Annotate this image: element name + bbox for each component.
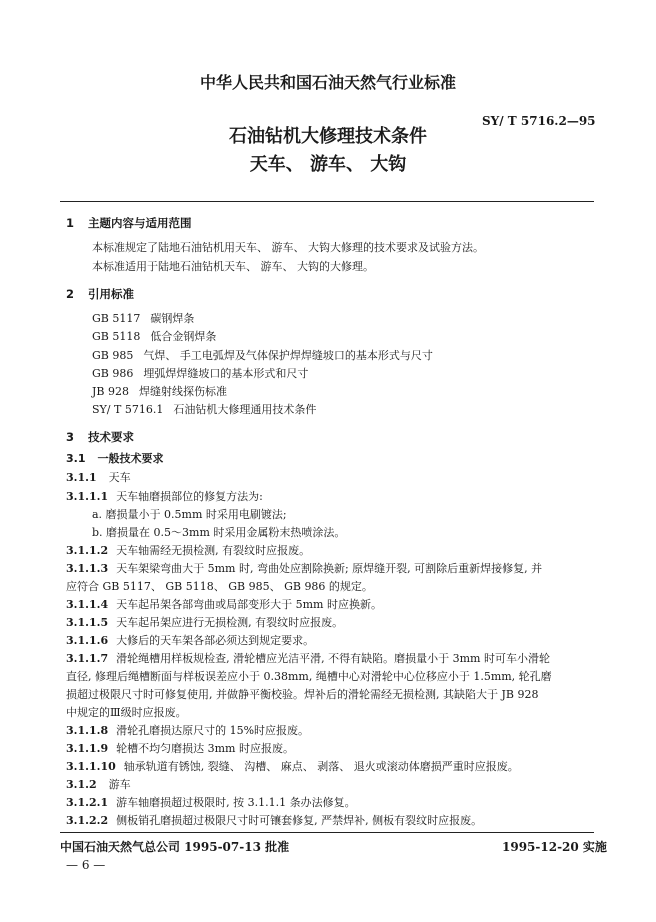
reference-code: GB 5118 xyxy=(92,330,141,343)
reference-code: SY/ T 5716.1 xyxy=(92,403,164,416)
clause-3-1-1-2 xyxy=(66,544,310,558)
footer-divider xyxy=(60,832,594,833)
clause-number: 3.1.1.5 xyxy=(66,616,109,629)
reference-item xyxy=(92,367,308,381)
clause-3-1-heading xyxy=(66,452,164,466)
section-1-title: 主题内容与适用范围 xyxy=(88,216,192,230)
clause-number: 3.1.1.2 xyxy=(66,544,109,557)
clause-text: 轮槽不均匀磨损达 3mm 时应报废。 xyxy=(116,742,294,755)
clause-number: 3.1.1.8 xyxy=(66,724,109,737)
clause-number: 3.1.2 xyxy=(66,778,97,791)
clause-number: 3.1.1.1 xyxy=(66,490,109,503)
clause-3-1-1-7-line-4: 中规定的Ⅲ级时应报废。 xyxy=(66,706,187,719)
clause-number: 3.1.1.7 xyxy=(66,652,109,665)
section-2-heading xyxy=(66,286,134,302)
document-title: 石油钻机大修理技术条件 xyxy=(229,126,427,147)
clause-3-1-1-7 xyxy=(66,652,550,666)
standard-code: SY/ T 5716.2—95 xyxy=(482,114,596,128)
clause-3-1-1-10 xyxy=(66,760,519,774)
document-subtitle: 天车、 游车、 大钩 xyxy=(249,154,407,175)
section-2-title: 引用标准 xyxy=(88,287,135,301)
clause-number: 3.1.1 xyxy=(66,471,97,484)
clause-number: 3.1.2.2 xyxy=(66,814,109,827)
clause-3-1-2-heading xyxy=(66,778,131,792)
clause-text: 轴承轨道有锈蚀, 裂缝、 沟槽、 麻点、 剥落、 退火或滚动体磨损严重时应报废。 xyxy=(123,760,519,773)
reference-item xyxy=(92,330,216,344)
clause-number: 3.1.1.4 xyxy=(66,598,109,611)
implementation-date: 1995-12-20 实施 xyxy=(502,840,607,854)
section-1-heading xyxy=(66,215,192,231)
reference-title: 埋弧焊焊缝坡口的基本形式和尺寸 xyxy=(143,367,309,380)
clause-number: 3.1.1.3 xyxy=(66,562,109,575)
reference-item xyxy=(92,312,194,326)
clause-3-1-2-2 xyxy=(66,814,482,828)
reference-code: GB 986 xyxy=(92,367,134,380)
clause-3-1-1-8 xyxy=(66,724,309,738)
clause-text: 天车轴需经无损检测, 有裂纹时应报废。 xyxy=(116,544,311,557)
clause-title: 一般技术要求 xyxy=(97,452,164,465)
clause-3-1-2-1 xyxy=(66,796,356,810)
clause-title: 游车 xyxy=(108,778,131,791)
section-1-number: 1 xyxy=(66,216,75,230)
clause-3-1-1-7-line-3: 损超过极限尺寸时可修复使用, 并做静平衡校验。焊补后的滑轮需经无损检测, 其缺陷大于 JB 928 xyxy=(66,688,539,701)
clause-text: 侧板销孔磨损超过极限尺寸时可镶套修复, 严禁焊补, 侧板有裂纹时应报废。 xyxy=(116,814,483,827)
clause-3-1-1-heading xyxy=(66,471,131,485)
clause-3-1-1-7-line-2: 直径, 修理后绳槽断面与样板误差应小于 0.38mm, 绳槽中心对滑轮中心位移应小于 1.5mm, 轮孔磨 xyxy=(66,670,552,683)
clause-text: 天车起吊架各部弯曲或局部变形大于 5mm 时应换新。 xyxy=(116,598,382,611)
clause-3-1-1-1-item-a: a. 磨损量小于 0.5mm 时采用电刷镀法; xyxy=(92,508,287,521)
clause-number: 3.1.1.9 xyxy=(66,742,109,755)
clause-3-1-1-6 xyxy=(66,634,314,648)
approval-date: 中国石油天然气总公司 1995-07-13 批准 xyxy=(60,840,290,854)
clause-3-1-1-3 xyxy=(66,562,542,576)
clause-3-1-1-1 xyxy=(66,490,263,504)
reference-title: 石油钻机大修理通用技术条件 xyxy=(173,403,317,416)
section-1-paragraph-2: 本标准适用于陆地石油钻机天车、 游车、 大钩的大修理。 xyxy=(92,260,374,273)
reference-title: 焊缝射线探伤标准 xyxy=(139,385,227,398)
clause-text: 天车轴磨损部位的修复方法为: xyxy=(116,490,263,503)
clause-number: 3.1 xyxy=(66,452,86,465)
clause-number: 3.1.1.10 xyxy=(66,760,116,773)
section-2-number: 2 xyxy=(66,287,75,301)
clause-text: 大修后的天车架各部必须达到规定要求。 xyxy=(116,634,315,647)
clause-3-1-1-4 xyxy=(66,598,382,612)
clause-text: 天车架梁弯曲大于 5mm 时, 弯曲处应割除换新; 原焊缝开裂, 可割除后重新焊接修复, 并 xyxy=(116,562,543,575)
reference-title: 低合金钢焊条 xyxy=(150,330,217,343)
header-divider xyxy=(60,201,594,202)
clause-3-1-1-5 xyxy=(66,616,343,630)
clause-number: 3.1.1.6 xyxy=(66,634,109,647)
reference-item xyxy=(92,385,227,399)
reference-title: 碳钢焊条 xyxy=(150,312,195,325)
section-3-title: 技术要求 xyxy=(88,430,135,444)
reference-code: GB 5117 xyxy=(92,312,141,325)
org-title: 中华人民共和国石油天然气行业标准 xyxy=(199,73,456,92)
page-number: — 6 — xyxy=(66,858,106,872)
reference-code: GB 985 xyxy=(92,349,134,362)
clause-text: 游车轴磨损超过极限时, 按 3.1.1.1 条办法修复。 xyxy=(116,796,356,809)
reference-item xyxy=(92,403,316,417)
reference-title: 气焊、 手工电弧焊及气体保护焊焊缝坡口的基本形式与尺寸 xyxy=(143,349,433,362)
clause-text: 滑轮孔磨损达原尺寸的 15%时应报废。 xyxy=(116,724,310,737)
clause-number: 3.1.2.1 xyxy=(66,796,109,809)
clause-3-1-1-9 xyxy=(66,742,294,756)
reference-code: JB 928 xyxy=(92,385,129,398)
section-1-paragraph-1: 本标准规定了陆地石油钻机用天车、 游车、 大钩大修理的技术要求及试验方法。 xyxy=(92,241,484,254)
clause-title: 天车 xyxy=(108,471,131,484)
reference-item xyxy=(92,349,433,363)
clause-text: 天车起吊架应进行无损检测, 有裂纹时应报废。 xyxy=(116,616,344,629)
section-3-number: 3 xyxy=(66,430,75,444)
section-3-heading xyxy=(66,429,134,445)
clause-3-1-1-3-continued: 应符合 GB 5117、 GB 5118、 GB 985、 GB 986 的规定。 xyxy=(66,580,373,593)
clause-text: 滑轮绳槽用样板规检查, 滑轮槽应光洁平滑, 不得有缺陷。磨损量小于 3mm 时可车小滑轮 xyxy=(116,652,550,665)
clause-3-1-1-1-item-b: b. 磨损量在 0.5～3mm 时采用金属粉末热喷涂法。 xyxy=(92,526,346,539)
